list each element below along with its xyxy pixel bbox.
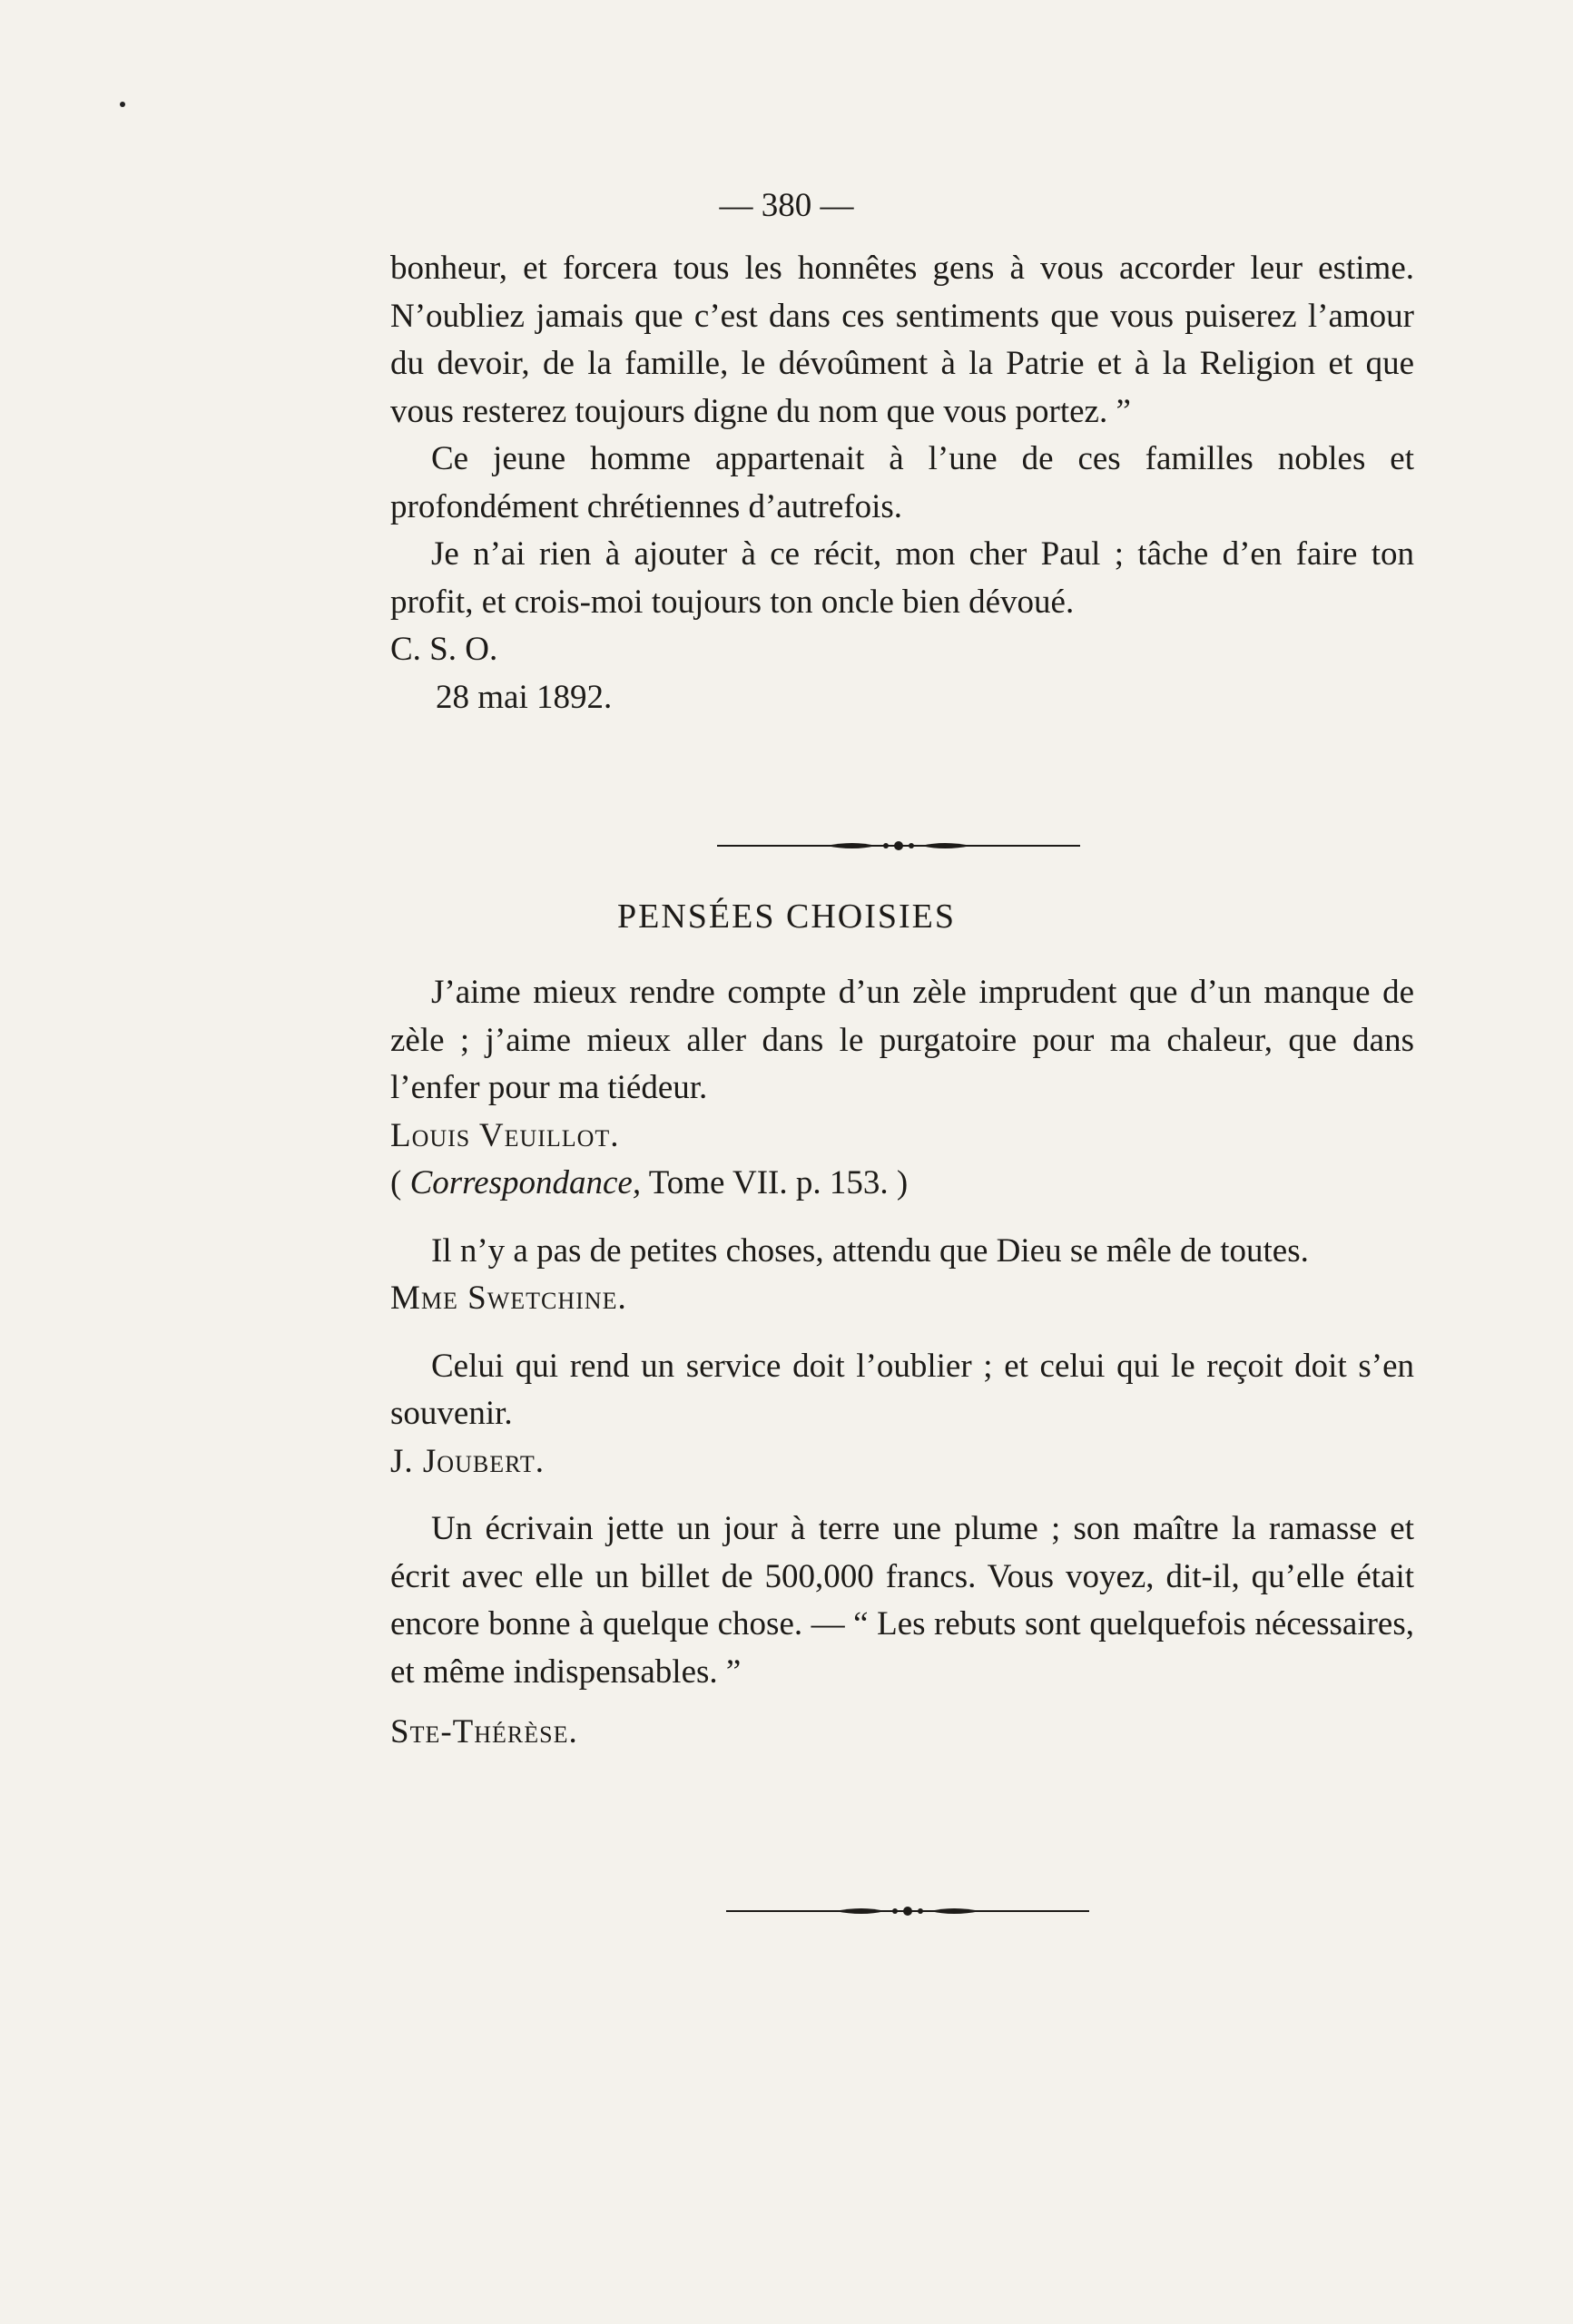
thought-author: Louis Veuillot. [390, 1116, 620, 1154]
thoughts-list [390, 969, 1414, 1757]
letter-paragraph: Je n’ai rien à ajouter à ce récit, mon cher Paul ; tâche d’en faire ton profit, et crois-moi toujours ton oncle bien dévoué. [390, 535, 1414, 621]
ink-speck [120, 102, 125, 107]
letter-signature: C. S. O. [390, 631, 498, 668]
thought-text: J’aime mieux rendre compte d’un zèle imprudent que d’un manque de zèle ; j’aime mieux aller dans le purgatoire pour ma chaleur, que dans l’enfer pour ma tiédeur. [390, 974, 1414, 1106]
letter-paragraph: bonheur, et forcera tous les honnêtes gens à vous accorder leur estime. N’oubliez jamais que c’est dans ces sentiments que vous puiserez l’amour du devoir, de la famille, le dévoûment à la Patrie et à la Religion et que vous resterez toujours digne du nom que vous portez. ” [390, 250, 1414, 430]
thought-text: Il n’y a pas de petites choses, attendu que Dieu se mêle de toutes. [431, 1231, 1309, 1270]
ornamental-divider [726, 1904, 1089, 1918]
section-title: PENSÉES CHOISIES [617, 897, 956, 936]
thought-author: Mme Swetchine. [390, 1280, 627, 1317]
thought-author: Ste-Thérèse. [390, 1713, 578, 1750]
letter-paragraph: Ce jeune homme appartenait à l’une de ces familles nobles et profondément chrétiennes d’autrefois. [390, 440, 1414, 525]
thought-text: Un écrivain jette un jour à terre une plume ; son maître la ramasse et écrit avec elle un billet de 500,000 francs. Vous voyez, dit-il, qu’elle était encore bonne à quelque chose. — “ Les rebuts sont quelquefois nécessaires, et même indispensables. ” [390, 1510, 1414, 1691]
letter-ending [390, 245, 1414, 721]
thought-text: Celui qui rend un service doit l’oublier ; et celui qui le reçoit doit s’en souvenir. [390, 1347, 1414, 1432]
letter-date: 28 mai 1892. [436, 678, 613, 716]
page-number: — 380 — [719, 187, 854, 224]
thought-source: ( Correspondance, Tome VII. p. 153. ) [390, 1164, 909, 1201]
ornamental-divider [717, 838, 1080, 853]
thought-author: J. Joubert. [390, 1442, 545, 1480]
source-title: Correspondance, [409, 1164, 642, 1201]
